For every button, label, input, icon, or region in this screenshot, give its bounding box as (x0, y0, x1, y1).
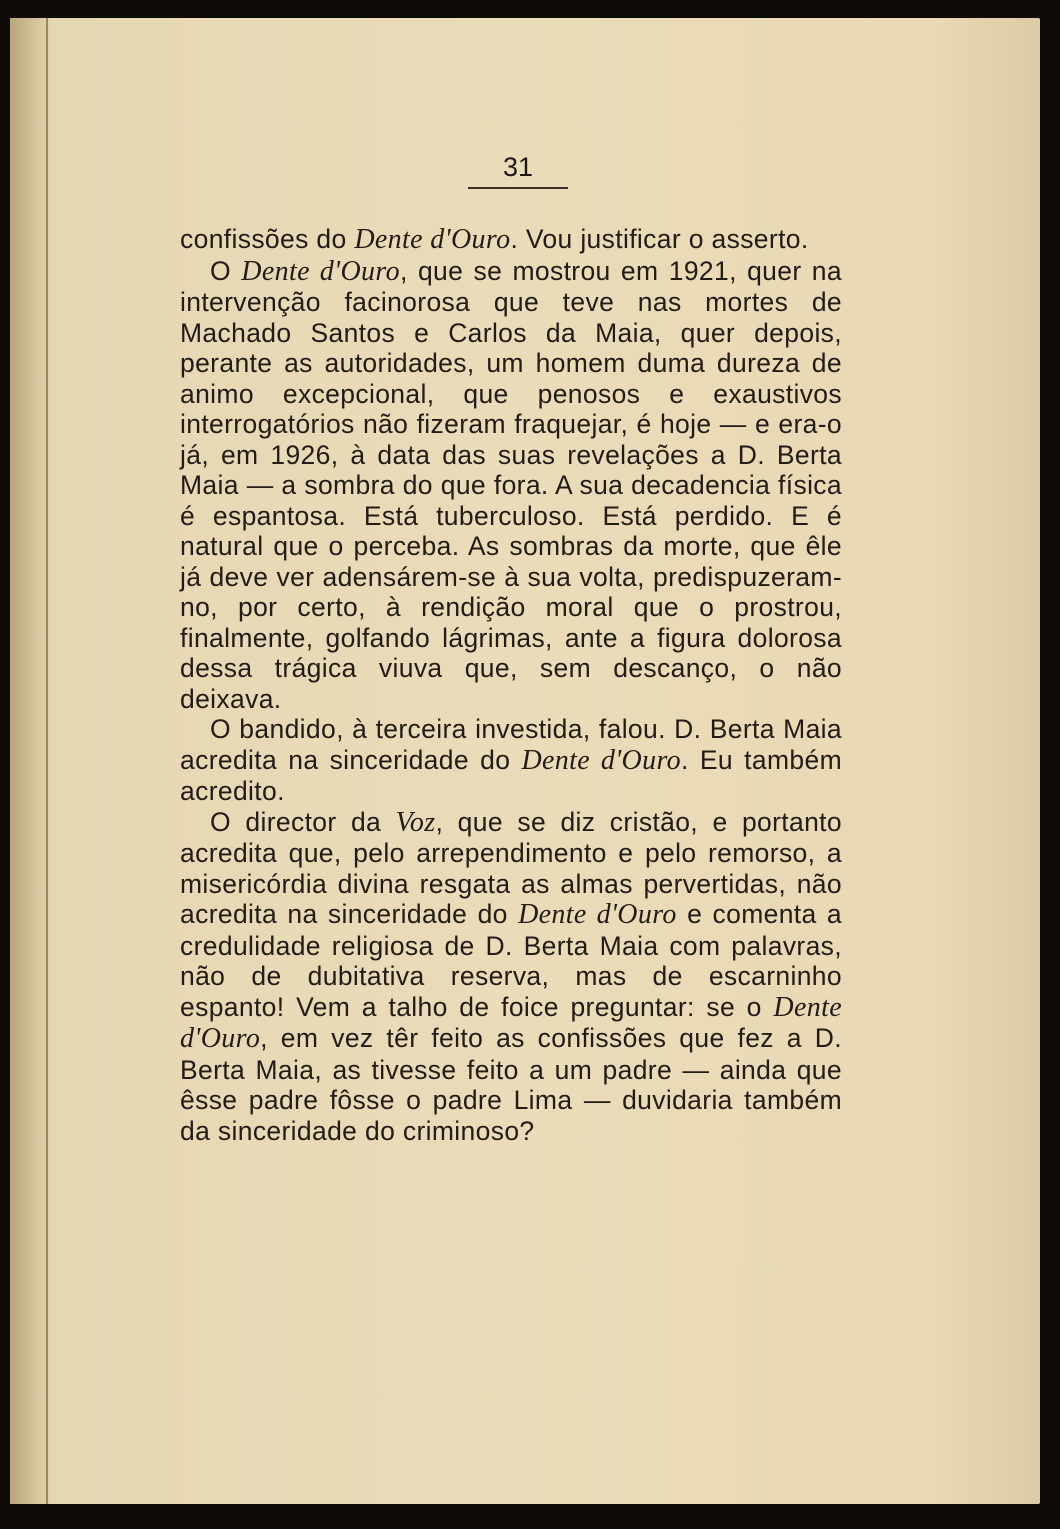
binding-fold-line (46, 18, 48, 1504)
text-run: confissões do (180, 224, 355, 254)
paragraph (180, 256, 842, 715)
italic-title: Dente d'Ouro (518, 899, 677, 930)
text-run: . Vou justificar o asserto. (510, 224, 809, 254)
italic-title: Dente d'Ouro (241, 255, 400, 287)
italic-title: Dente d'Ouro (354, 224, 511, 255)
text-run: , que se mostrou em 1921, quer na intervenção facinorosa que teve nas mortes de Machado Santos e Carlos da Maia, quer depois, perante as autoridades, um homem duma dureza de animo excepcional, que penosos e exaustivos interrogatórios não fizeram fraquejar, é hoje — e era-o já, em 1926, à data das suas revelações a D. Berta Maia — a sombra do que fora. A sua decadencia física é espantosa. Está tuberculoso. Está perdido. E é natural que o perceba. As sombras da morte, que êle já deve ver adensárem-se à sua volta, predispuzeram-no, por certo, à rendição moral que o prostrou, finalmente, golfando lágrimas, ante a figura dolorosa dessa trágica viuva que, sem descanço, o não deixava. (180, 255, 842, 714)
paragraph (180, 714, 842, 807)
page-header (466, 152, 570, 189)
text-run: O director da (210, 806, 396, 837)
text-run: O bandido, à terceira investida, falou. D. Berta Maia acredita na sinceridade do (180, 714, 842, 775)
text-run: O (210, 255, 242, 286)
text-run: , em vez têr feito as confissões que fez a D. Berta Maia, as tivesse feito a um padre — ainda que êsse padre fôsse o padre Lima — duvidaria também da sinceridade do criminoso? (180, 1023, 842, 1146)
page-number: 31 (502, 152, 534, 182)
body-text (180, 224, 842, 1146)
page-number-rule (468, 187, 568, 189)
italic-title: Dente d'Ouro (180, 991, 842, 1054)
paragraph (180, 807, 842, 1147)
text-run: . Eu também acredito. (180, 744, 843, 806)
paragraph (180, 224, 842, 256)
italic-title: Voz (395, 806, 436, 838)
text-run: , que se diz cristão, e portanto acredita que, pelo arrependimento e pelo remorso, a misericórdia divina resgata as almas pervertidas, não acredita na sinceridade do (180, 806, 842, 929)
text-run: e comenta a credulidade religiosa de D. Berta Maia com palavras, não de dubitativa reserva, mas de escarninho espanto! Vem a talho de foice preguntar: se o (180, 899, 842, 1022)
italic-title: Dente d'Ouro (521, 744, 682, 776)
